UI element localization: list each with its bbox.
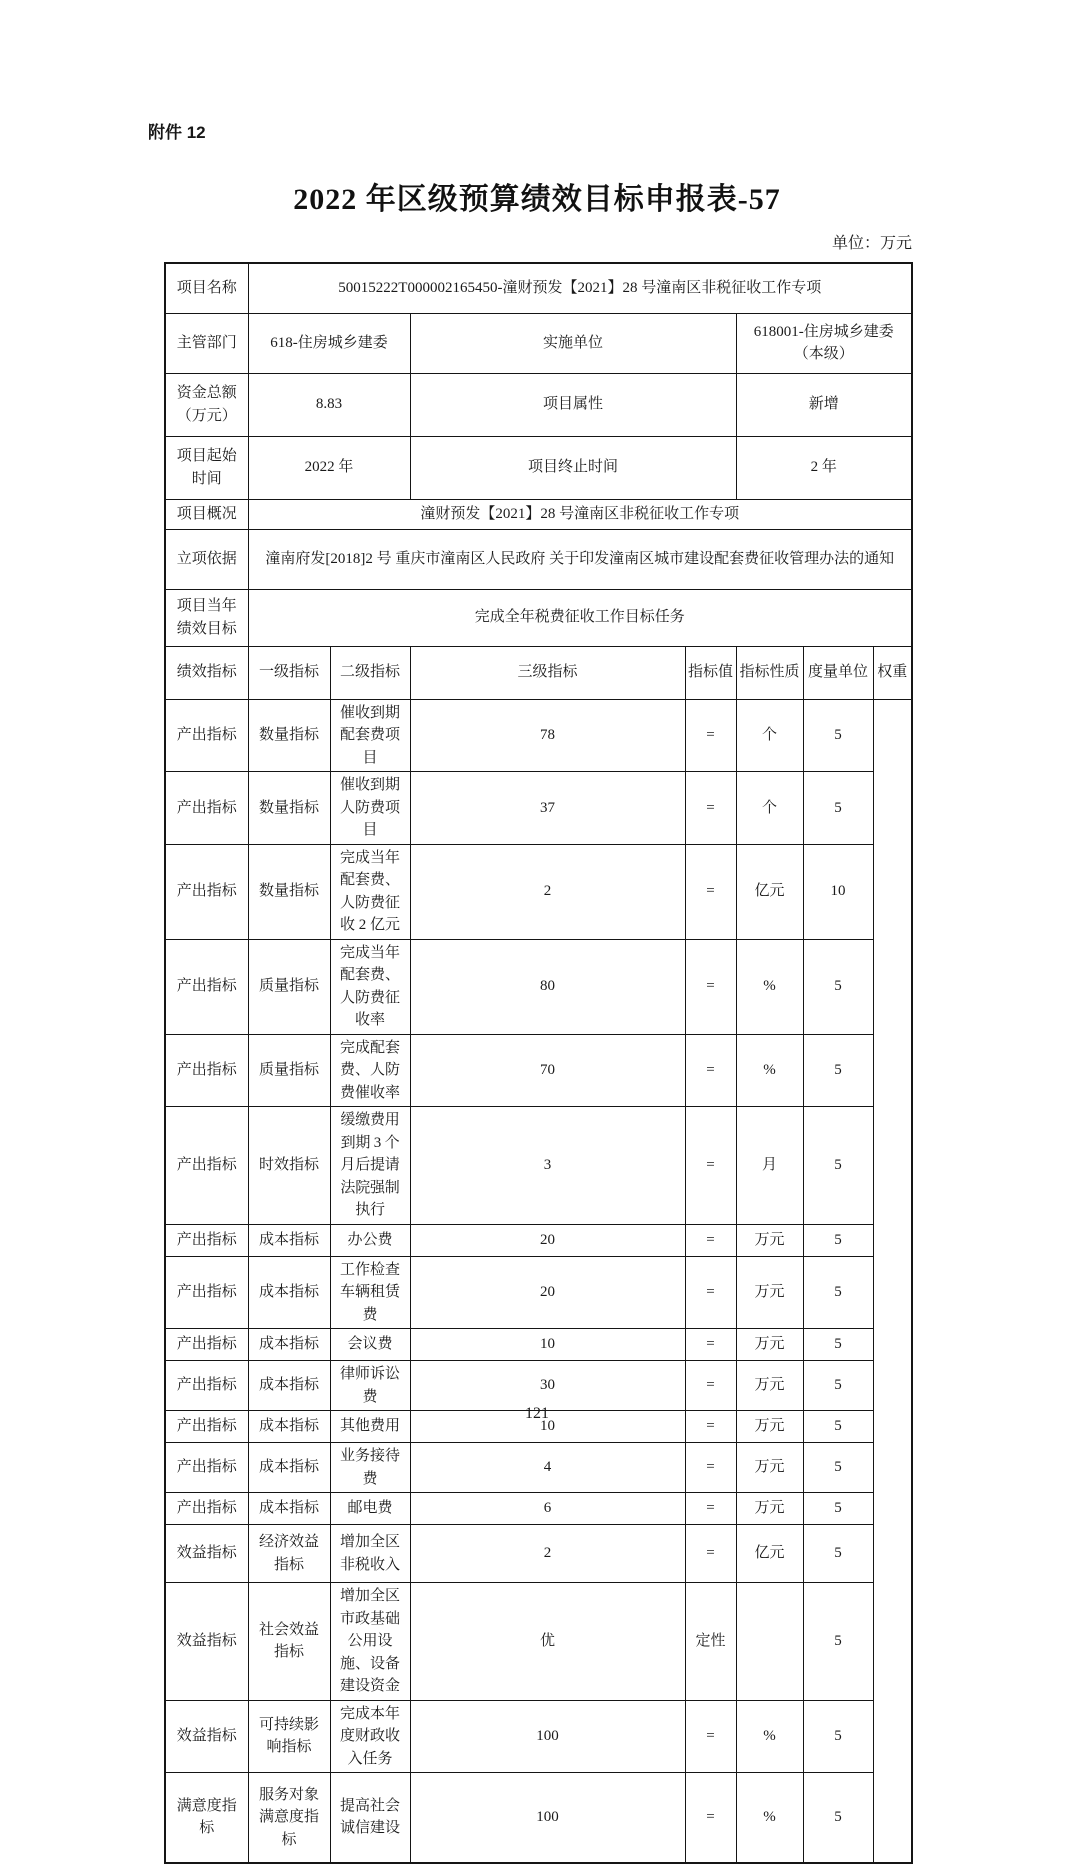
indicator-value-cell: 80 bbox=[410, 939, 685, 1034]
indicator-unit-cell: 万元 bbox=[736, 1224, 803, 1256]
end-time-value: 2 年 bbox=[736, 436, 912, 499]
indicator-weight-cell: 5 bbox=[803, 699, 873, 772]
indicator-unit-cell bbox=[736, 1583, 803, 1701]
indicator-unit-cell: 万元 bbox=[736, 1256, 803, 1329]
fund-total-value: 8.83 bbox=[248, 373, 410, 436]
indicator-header-row bbox=[165, 646, 912, 699]
page-number: 121 bbox=[525, 1405, 549, 1422]
attachment-label: 附件 12 bbox=[148, 123, 206, 142]
indicator-level2-cell: 经济效益指标 bbox=[248, 1525, 330, 1583]
indicator-nature-cell: 定性 bbox=[685, 1583, 736, 1701]
indicator-level3-cell: 催收到期配套费项目 bbox=[330, 699, 410, 772]
header-level1: 一级指标 bbox=[248, 646, 330, 699]
indicator-unit-cell: % bbox=[736, 939, 803, 1034]
indicator-level3-cell: 办公费 bbox=[330, 1224, 410, 1256]
indicator-value-cell: 优 bbox=[410, 1583, 685, 1701]
indicator-unit-cell: 万元 bbox=[736, 1361, 803, 1411]
indicator-nature-cell: = bbox=[685, 844, 736, 939]
indicator-level1-cell: 产出指标 bbox=[165, 1034, 248, 1107]
header-nature: 指标性质 bbox=[736, 646, 803, 699]
dept-value: 618-住房城乡建委 bbox=[248, 313, 410, 373]
indicator-level3-cell: 催收到期人防费项目 bbox=[330, 772, 410, 845]
indicator-value-cell: 10 bbox=[410, 1411, 685, 1443]
indicator-nature-cell: = bbox=[685, 1525, 736, 1583]
indicator-level1-cell: 产出指标 bbox=[165, 1443, 248, 1493]
indicator-row bbox=[165, 772, 912, 845]
indicator-level1-cell: 效益指标 bbox=[165, 1525, 248, 1583]
annual-goal-label: 项目当年绩效目标 bbox=[165, 589, 248, 646]
indicator-level2-cell: 成本指标 bbox=[248, 1443, 330, 1493]
indicator-level3-cell: 工作检查车辆租赁费 bbox=[330, 1256, 410, 1329]
indicator-level1-cell: 产出指标 bbox=[165, 1493, 248, 1525]
basis-value: 潼南府发[2018]2 号 重庆市潼南区人民政府 关于印发潼南区城市建设配套费征收管理办法的通知 bbox=[248, 529, 912, 589]
page-title: 2022 年区级预算绩效目标申报表-57 bbox=[293, 183, 781, 216]
indicator-row bbox=[165, 1329, 912, 1361]
indicator-level2-cell: 质量指标 bbox=[248, 939, 330, 1034]
indicator-level2-cell: 成本指标 bbox=[248, 1361, 330, 1411]
indicator-level2-cell: 数量指标 bbox=[248, 844, 330, 939]
indicator-level3-cell: 完成本年度财政收入任务 bbox=[330, 1700, 410, 1773]
indicator-value-cell: 70 bbox=[410, 1034, 685, 1107]
indicator-level3-cell: 增加全区非税收入 bbox=[330, 1525, 410, 1583]
indicator-level2-cell: 时效指标 bbox=[248, 1107, 330, 1225]
indicator-level1-cell: 产出指标 bbox=[165, 1329, 248, 1361]
indicator-value-cell: 78 bbox=[410, 699, 685, 772]
indicator-value-cell: 10 bbox=[410, 1329, 685, 1361]
table-row bbox=[165, 436, 912, 499]
indicator-row bbox=[165, 1107, 912, 1225]
indicator-nature-cell: = bbox=[685, 1411, 736, 1443]
indicator-row bbox=[165, 939, 912, 1034]
indicator-level2-cell: 质量指标 bbox=[248, 1034, 330, 1107]
indicator-weight-cell: 5 bbox=[803, 1411, 873, 1443]
indicator-weight-cell: 10 bbox=[803, 844, 873, 939]
indicator-unit-cell: 个 bbox=[736, 699, 803, 772]
indicator-nature-cell: = bbox=[685, 1224, 736, 1256]
header-level3: 三级指标 bbox=[410, 646, 685, 699]
indicator-nature-cell: = bbox=[685, 1329, 736, 1361]
indicator-level2-cell: 可持续影响指标 bbox=[248, 1700, 330, 1773]
impl-unit-value: 618001-住房城乡建委（本级） bbox=[736, 313, 912, 373]
indicator-weight-cell: 5 bbox=[803, 772, 873, 845]
overview-value: 潼财预发【2021】28 号潼南区非税征收工作专项 bbox=[248, 499, 912, 529]
indicator-unit-cell: % bbox=[736, 1700, 803, 1773]
indicator-level3-cell: 邮电费 bbox=[330, 1493, 410, 1525]
indicator-value-cell: 6 bbox=[410, 1493, 685, 1525]
indicator-level2-cell: 数量指标 bbox=[248, 772, 330, 845]
header-value: 指标值 bbox=[685, 646, 736, 699]
indicator-unit-cell: % bbox=[736, 1773, 803, 1863]
indicator-value-cell: 4 bbox=[410, 1443, 685, 1493]
indicator-level1-cell: 产出指标 bbox=[165, 1107, 248, 1225]
indicator-level2-cell: 成本指标 bbox=[248, 1329, 330, 1361]
end-time-label: 项目终止时间 bbox=[410, 436, 736, 499]
basis-label: 立项依据 bbox=[165, 529, 248, 589]
indicator-nature-cell: = bbox=[685, 699, 736, 772]
indicator-value-cell: 3 bbox=[410, 1107, 685, 1225]
indicator-level3-cell: 缓缴费用到期 3 个月后提请法院强制执行 bbox=[330, 1107, 410, 1225]
indicator-level1-cell: 产出指标 bbox=[165, 772, 248, 845]
indicator-level1-cell: 产出指标 bbox=[165, 844, 248, 939]
indicator-unit-cell: 亿元 bbox=[736, 1525, 803, 1583]
indicator-unit-cell: 万元 bbox=[736, 1443, 803, 1493]
indicator-weight-cell: 5 bbox=[803, 1525, 873, 1583]
unit-note: 单位：万元 bbox=[831, 235, 912, 252]
indicator-level2-cell: 数量指标 bbox=[248, 699, 330, 772]
indicator-level1-cell: 产出指标 bbox=[165, 699, 248, 772]
indicator-nature-cell: = bbox=[685, 1700, 736, 1773]
indicator-unit-cell: 万元 bbox=[736, 1493, 803, 1525]
indicator-level3-cell: 提高社会诚信建设 bbox=[330, 1773, 410, 1863]
indicator-weight-cell: 5 bbox=[803, 1583, 873, 1701]
indicator-value-cell: 100 bbox=[410, 1773, 685, 1863]
indicator-weight-cell: 5 bbox=[803, 1329, 873, 1361]
indicator-level3-cell: 业务接待费 bbox=[330, 1443, 410, 1493]
indicator-row bbox=[165, 1361, 912, 1411]
project-name-value: 50015222T000002165450-潼财预发【2021】28 号潼南区非税征收工作专项 bbox=[248, 263, 912, 313]
indicator-value-cell: 20 bbox=[410, 1256, 685, 1329]
indicator-level2-cell: 成本指标 bbox=[248, 1493, 330, 1525]
indicator-unit-cell: 月 bbox=[736, 1107, 803, 1225]
indicator-level3-cell: 完成当年配套费、人防费征收 2 亿元 bbox=[330, 844, 410, 939]
indicator-weight-cell: 5 bbox=[803, 1224, 873, 1256]
table-row bbox=[165, 263, 912, 313]
indicator-value-cell: 100 bbox=[410, 1700, 685, 1773]
indicator-row bbox=[165, 1493, 912, 1525]
dept-label: 主管部门 bbox=[165, 313, 248, 373]
indicator-unit-cell: 万元 bbox=[736, 1411, 803, 1443]
budget-performance-table bbox=[164, 262, 913, 1864]
indicator-row bbox=[165, 699, 912, 772]
project-name-label: 项目名称 bbox=[165, 263, 248, 313]
indicator-unit-cell: 亿元 bbox=[736, 844, 803, 939]
indicator-level1-cell: 产出指标 bbox=[165, 1256, 248, 1329]
indicator-nature-cell: = bbox=[685, 1107, 736, 1225]
indicator-nature-cell: = bbox=[685, 1773, 736, 1863]
indicator-row bbox=[165, 1224, 912, 1256]
indicator-level3-cell: 完成配套费、人防费催收率 bbox=[330, 1034, 410, 1107]
header-weight: 权重 bbox=[873, 646, 912, 699]
indicator-level2-cell: 成本指标 bbox=[248, 1224, 330, 1256]
indicator-level3-cell: 完成当年配套费、人防费征收率 bbox=[330, 939, 410, 1034]
indicator-level1-cell: 产出指标 bbox=[165, 1224, 248, 1256]
indicator-row bbox=[165, 1583, 912, 1701]
indicator-weight-cell: 5 bbox=[803, 1493, 873, 1525]
indicator-weight-cell: 5 bbox=[803, 939, 873, 1034]
start-time-value: 2022 年 bbox=[248, 436, 410, 499]
indicator-weight-cell: 5 bbox=[803, 1107, 873, 1225]
indicator-weight-cell: 5 bbox=[803, 1443, 873, 1493]
indicator-level2-cell: 成本指标 bbox=[248, 1411, 330, 1443]
annual-goal-value: 完成全年税费征收工作目标任务 bbox=[248, 589, 912, 646]
indicator-row bbox=[165, 1525, 912, 1583]
overview-label: 项目概况 bbox=[165, 499, 248, 529]
table-row bbox=[165, 373, 912, 436]
indicator-row bbox=[165, 1773, 912, 1863]
indicator-level3-cell: 增加全区市政基础公用设施、设备建设资金 bbox=[330, 1583, 410, 1701]
header-level2: 二级指标 bbox=[330, 646, 410, 699]
indicator-unit-cell: % bbox=[736, 1034, 803, 1107]
indicator-weight-cell: 5 bbox=[803, 1034, 873, 1107]
indicator-row bbox=[165, 1700, 912, 1773]
table-row bbox=[165, 529, 912, 589]
indicator-level1-cell: 满意度指标 bbox=[165, 1773, 248, 1863]
indicator-nature-cell: = bbox=[685, 772, 736, 845]
indicator-level1-cell: 产出指标 bbox=[165, 939, 248, 1034]
indicator-section-label: 绩效指标 bbox=[165, 646, 248, 699]
indicator-level1-cell: 效益指标 bbox=[165, 1583, 248, 1701]
indicator-level1-cell: 效益指标 bbox=[165, 1700, 248, 1773]
indicator-nature-cell: = bbox=[685, 1256, 736, 1329]
indicator-weight-cell: 5 bbox=[803, 1773, 873, 1863]
indicator-row bbox=[165, 1034, 912, 1107]
indicator-nature-cell: = bbox=[685, 1443, 736, 1493]
indicator-value-cell: 20 bbox=[410, 1224, 685, 1256]
indicator-level2-cell: 成本指标 bbox=[248, 1256, 330, 1329]
table-row bbox=[165, 589, 912, 646]
indicator-unit-cell: 个 bbox=[736, 772, 803, 845]
indicator-row bbox=[165, 844, 912, 939]
fund-total-label: 资金总额（万元） bbox=[165, 373, 248, 436]
indicator-weight-cell: 5 bbox=[803, 1361, 873, 1411]
indicator-weight-cell: 5 bbox=[803, 1256, 873, 1329]
indicator-value-cell: 30 bbox=[410, 1361, 685, 1411]
indicator-nature-cell: = bbox=[685, 939, 736, 1034]
indicator-value-cell: 2 bbox=[410, 844, 685, 939]
indicator-weight-cell: 5 bbox=[803, 1700, 873, 1773]
indicator-level3-cell: 律师诉讼费 bbox=[330, 1361, 410, 1411]
table-row bbox=[165, 313, 912, 373]
indicator-level2-cell: 服务对象满意度指标 bbox=[248, 1773, 330, 1863]
indicator-level3-cell: 其他费用 bbox=[330, 1411, 410, 1443]
indicator-level2-cell: 社会效益指标 bbox=[248, 1583, 330, 1701]
indicator-nature-cell: = bbox=[685, 1493, 736, 1525]
indicator-value-cell: 2 bbox=[410, 1525, 685, 1583]
indicator-row bbox=[165, 1443, 912, 1493]
indicator-nature-cell: = bbox=[685, 1034, 736, 1107]
indicator-level1-cell: 产出指标 bbox=[165, 1361, 248, 1411]
indicator-unit-cell: 万元 bbox=[736, 1329, 803, 1361]
indicator-level3-cell: 会议费 bbox=[330, 1329, 410, 1361]
header-unit: 度量单位 bbox=[803, 646, 873, 699]
impl-unit-label: 实施单位 bbox=[410, 313, 736, 373]
project-attr-label: 项目属性 bbox=[410, 373, 736, 436]
indicator-level1-cell: 产出指标 bbox=[165, 1411, 248, 1443]
project-attr-value: 新增 bbox=[736, 373, 912, 436]
start-time-label: 项目起始时间 bbox=[165, 436, 248, 499]
table-row bbox=[165, 499, 912, 529]
indicator-value-cell: 37 bbox=[410, 772, 685, 845]
indicator-row bbox=[165, 1256, 912, 1329]
indicator-nature-cell: = bbox=[685, 1361, 736, 1411]
